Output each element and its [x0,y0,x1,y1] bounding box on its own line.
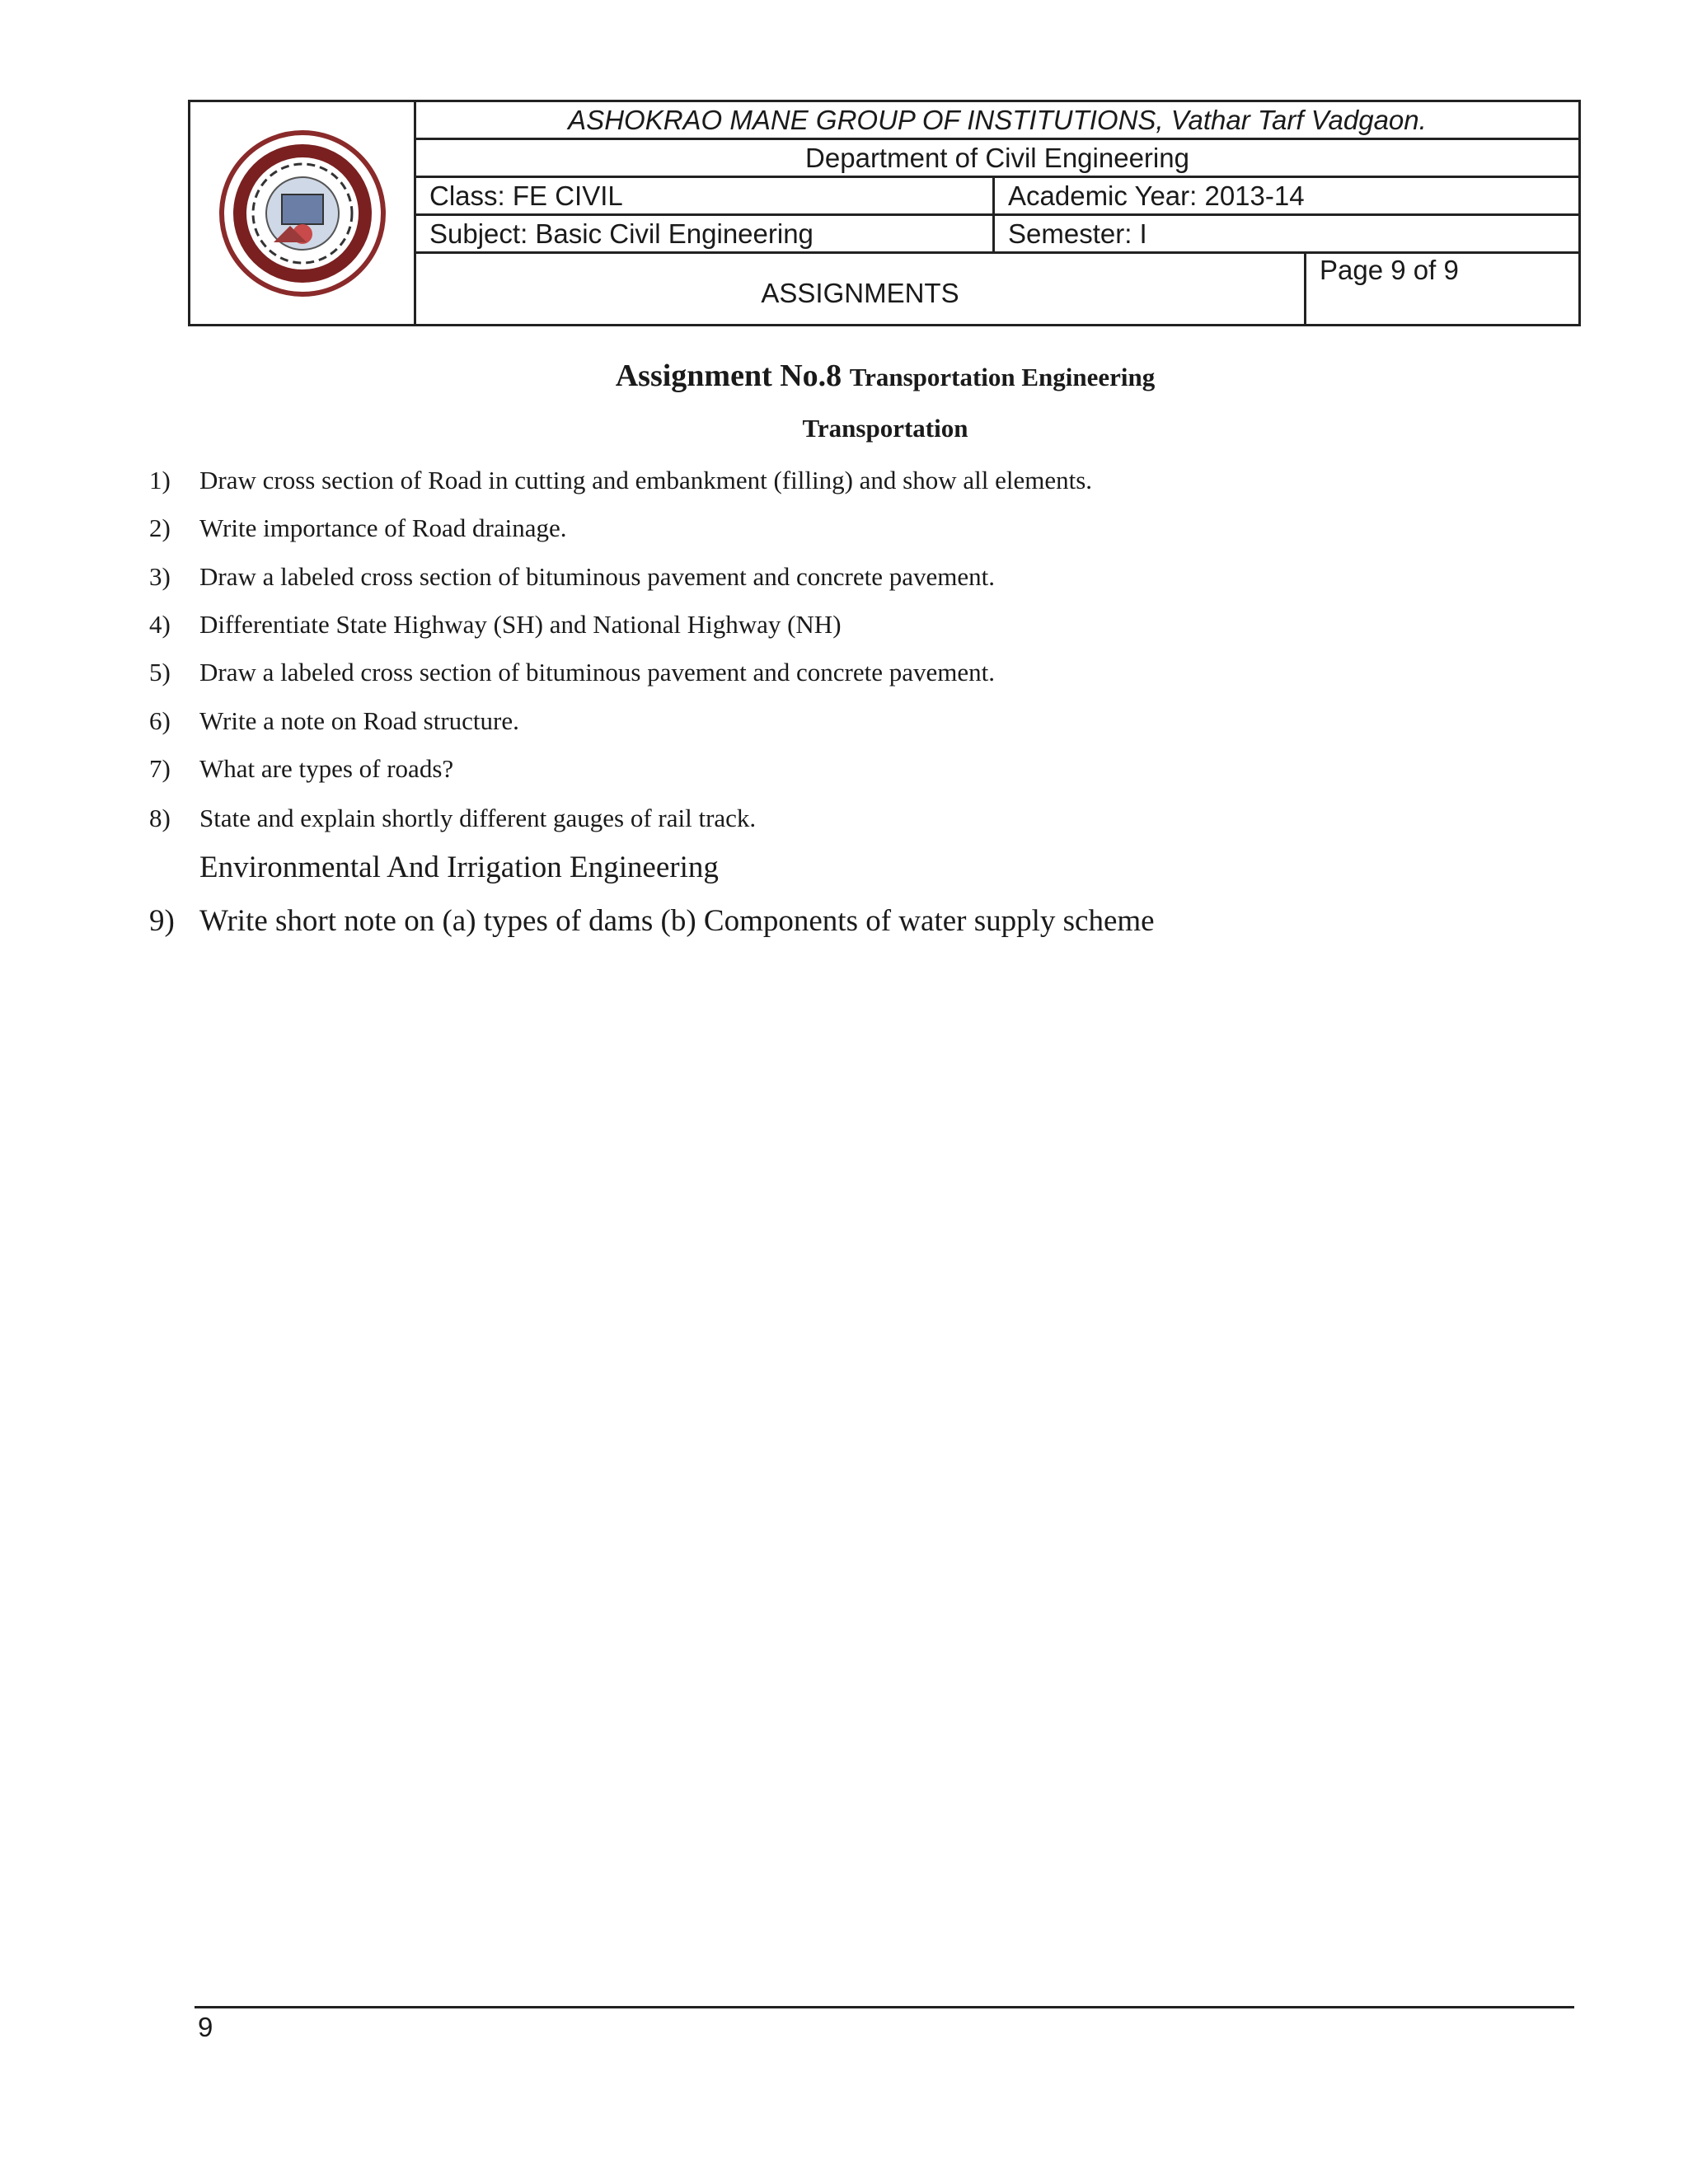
section-heading: Environmental And Irrigation Engineering [199,851,719,884]
question-number: 5) [149,658,171,687]
assignment-topic: Transportation Engineering [849,363,1156,391]
question-text: Draw a labeled cross section of bituminous pavement and concrete pavement. [199,658,995,687]
semester-label: Semester: I [1008,218,1147,249]
question-text: State and explain shortly different gauges of rail track. [199,804,757,832]
institution-name: ASHOKRAO MANE GROUP OF INSTITUTIONS, Vathar Tarf Vadgaon. [416,102,1578,140]
question-item [149,513,567,543]
question-number: 8) [149,804,171,832]
question-item [149,804,756,833]
question-number: 3) [149,562,171,591]
doc-type-row [416,253,1578,324]
question-item [149,903,1155,939]
question-item [149,706,519,736]
question-item [149,610,842,640]
question-item [149,562,995,592]
subject-label: Subject: Basic Civil Engineering [416,216,995,251]
class-year-row [416,178,1578,216]
assignment-heading [0,358,1688,394]
subject-semester-row [416,216,1578,254]
question-number: 4) [149,610,171,639]
question-number: 7) [149,754,171,783]
document-header [188,100,1581,326]
question-text: Draw cross section of Road in cutting and embankment (filling) and show all elements. [199,466,1093,494]
assignment-title: Assignment No.8 [615,359,842,393]
question-text: What are types of roads? [199,754,454,783]
question-text: Write importance of Road drainage. [199,513,567,542]
department-name: Department of Civil Engineering [416,140,1578,178]
question-number: 9) [149,904,175,938]
page-indicator: Page 9 of 9 [1320,255,1459,285]
logo-cell [190,102,416,324]
footer-page-number: 9 [198,2012,213,2042]
academic-year-label: Academic Year: 2013-14 [1008,180,1305,211]
question-text: Write short note on (a) types of dams (b) Components of water supply scheme [199,904,1155,938]
institution-logo [216,127,389,300]
class-label: Class: FE CIVIL [416,178,995,213]
question-item [149,466,1092,495]
question-text: Differentiate State Highway (SH) and National Highway (NH) [199,610,842,639]
question-text: Draw a labeled cross section of bituminous pavement and concrete pavement. [199,562,995,591]
doc-type-label: ASSIGNMENTS [416,253,1306,324]
question-number: 6) [149,706,171,735]
footer-divider [195,2006,1574,2008]
question-item [149,754,453,784]
assignment-subheading: Transportation [802,414,968,443]
question-text: Write a note on Road structure. [199,706,519,735]
question-number: 1) [149,466,171,494]
question-item [149,658,995,687]
question-number: 2) [149,513,171,542]
